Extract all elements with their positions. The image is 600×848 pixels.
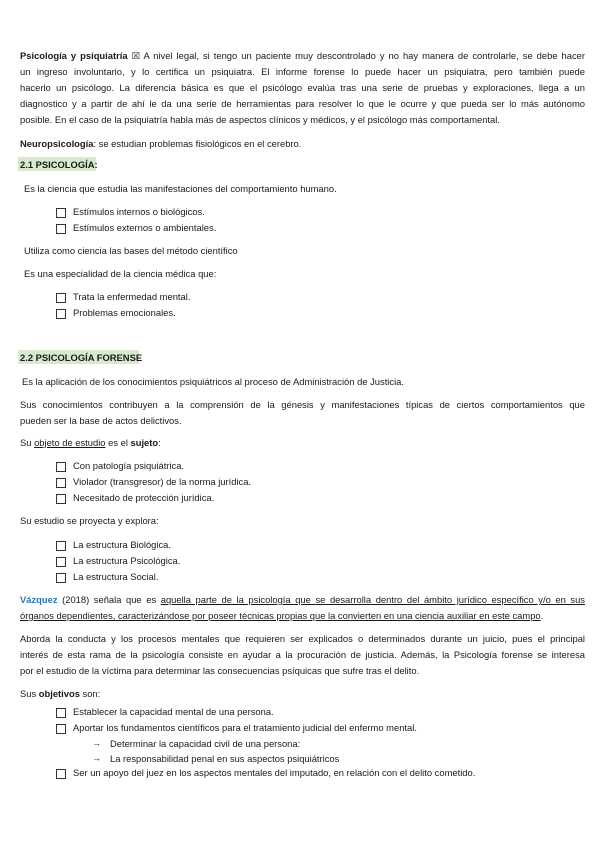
- citation-end: .: [540, 610, 544, 621]
- checkbox-icon: [56, 224, 66, 234]
- checkbox-icon: [56, 769, 66, 779]
- structure-item-2: La estructura Psicológica.: [73, 555, 181, 566]
- intro-line-2: un ingreso involuntario, y lo certifica un psiquiatra. El informe forense lo puede hacer un psiquiatra, pero también puede: [20, 66, 585, 77]
- intro-line-4: diagnostico y a partir de ahí le da una serie de herramientas para resolver lo que le ocurre y que pueda ser lo más autónomo: [20, 98, 585, 109]
- sec21-item-2: Estímulos externos o ambientales.: [73, 222, 217, 233]
- checkbox-icon: [56, 724, 66, 734]
- sec22-object-line: [20, 435, 161, 451]
- citation-line-1: [20, 592, 585, 608]
- subject-item-1: Con patología psiquiátrica.: [73, 460, 185, 471]
- structure-item-3: La estructura Social.: [73, 571, 159, 582]
- arrow-right-icon: →: [92, 738, 101, 748]
- neuro-paragraph: [20, 136, 301, 152]
- obj-pre: Su: [20, 437, 35, 448]
- objectives-pre: Sus: [20, 688, 39, 699]
- checkbox-icon: [56, 309, 66, 319]
- sec22-contrib-1: Sus conocimientos contribuyen a la comprensión de la génesis y manifestaciones típicas de ciertos comportamientos que: [20, 399, 585, 410]
- citation-quote-2: órganos dependientes, caracterizándose por poseer técnicas propias que la convierten en una ciencia auxiliar en este campo: [20, 610, 541, 621]
- checkbox-icon: [56, 541, 66, 551]
- obj-underlined: objeto de estudio: [34, 437, 106, 448]
- checkbox-icon: [56, 708, 66, 718]
- aborda-line-1: Aborda la conducta y los procesos mentales que requieren ser explicados o determinados durante un juicio, pues el principal: [20, 633, 585, 644]
- checkbox-icon: [56, 557, 66, 567]
- heading-21: 2.1 PSICOLOGÍA:: [20, 159, 98, 170]
- sec21-method: Utiliza como ciencia las bases del método científico: [24, 245, 238, 256]
- subject-item-2: Violador (transgresor) de la norma jurídica.: [73, 476, 252, 487]
- citation-line-2: [20, 608, 543, 624]
- neuro-term: Neuropsicología: [20, 138, 94, 149]
- objectives-bold: objetivos: [38, 688, 80, 699]
- arrow-right-icon: →: [92, 753, 101, 763]
- checkbox-icon: [56, 478, 66, 488]
- checkbox-icon: [56, 494, 66, 504]
- goal-item-3: Ser un apoyo del juez en los aspectos mentales del imputado, en relación con el delito cometido.: [73, 767, 476, 778]
- objectives-line: [20, 686, 100, 702]
- intro-line-1: [20, 48, 585, 64]
- subject-item-3: Necesitado de protección jurídica.: [73, 492, 215, 503]
- intro-term: Psicología y psiquiatría: [20, 50, 128, 61]
- goal-item-1: Establecer la capacidad mental de una persona.: [73, 706, 274, 717]
- goal-sub-2: La responsabilidad penal en sus aspectos psiquiátricos: [110, 753, 340, 764]
- citation-year: (2018) señala que es: [57, 594, 161, 605]
- goal-item-2: Aportar los fundamentos científicos para el tratamiento judicial del enfermo mental.: [73, 722, 417, 733]
- intro-line-3: hacerlo un psicólogo. La diferencia básica es que el psicólogo evalúa tras una serie de pruebas y exploraciones, llega a un: [20, 82, 585, 93]
- intro-symbol: ☒: [131, 50, 140, 61]
- checkbox-icon: [56, 208, 66, 218]
- goal-sub-1: Determinar la capacidad civil de una persona:: [110, 738, 301, 749]
- citation-author: Vázquez: [20, 594, 58, 605]
- sec21-item-1: Estímulos internos o biológicos.: [73, 206, 205, 217]
- objectives-end: son:: [79, 688, 101, 699]
- sec21-definition: Es la ciencia que estudia las manifestaciones del comportamiento humano.: [24, 183, 337, 194]
- intro-text-1: A nivel legal, si tengo un paciente muy descontrolado y no hay manera de controlarle, se debe hacer: [140, 50, 586, 61]
- sec22-study: Su estudio se proyecta y explora:: [20, 515, 159, 526]
- sec22-definition: Es la aplicación de los conocimientos psiquiátricos al proceso de Administración de Justicia.: [22, 376, 404, 387]
- obj-end: :: [158, 437, 161, 448]
- intro-line-5: posible. En el caso de la psiquiatría habla más de aspectos clínicos y médicos, y el psicólogo más comportamental.: [20, 114, 500, 125]
- citation-quote-1: aquella parte de la psicología que se desarrolla dentro del ámbito jurídico específico y/o en sus: [160, 594, 585, 605]
- sec21-specialty: Es una especialidad de la ciencia médica que:: [24, 268, 217, 279]
- checkbox-icon: [56, 462, 66, 472]
- structure-item-1: La estructura Biológica.: [73, 539, 171, 550]
- checkbox-icon: [56, 293, 66, 303]
- sec21-item-3: Trata la enfermedad mental.: [73, 291, 191, 302]
- aborda-line-2: interés de esta rama de la psicología consiste en ayudar a la procuración de justicia. Además, la Psicología forense se interesa: [20, 649, 585, 660]
- obj-subject: sujeto: [130, 437, 159, 448]
- heading-22: 2.2 PSICOLOGÍA FORENSE: [20, 352, 143, 363]
- sec22-contrib-2: pueden ser la base de actos delictivos.: [20, 415, 182, 426]
- obj-mid: es el: [105, 437, 131, 448]
- neuro-text: : se estudian problemas fisiológicos en el cerebro.: [93, 138, 302, 149]
- sec21-item-4: Problemas emocionales.: [73, 307, 176, 318]
- checkbox-icon: [56, 573, 66, 583]
- aborda-line-3: por el estudio de la víctima para determinar las consecuencias psíquicas que sufre tras el delito.: [20, 665, 420, 676]
